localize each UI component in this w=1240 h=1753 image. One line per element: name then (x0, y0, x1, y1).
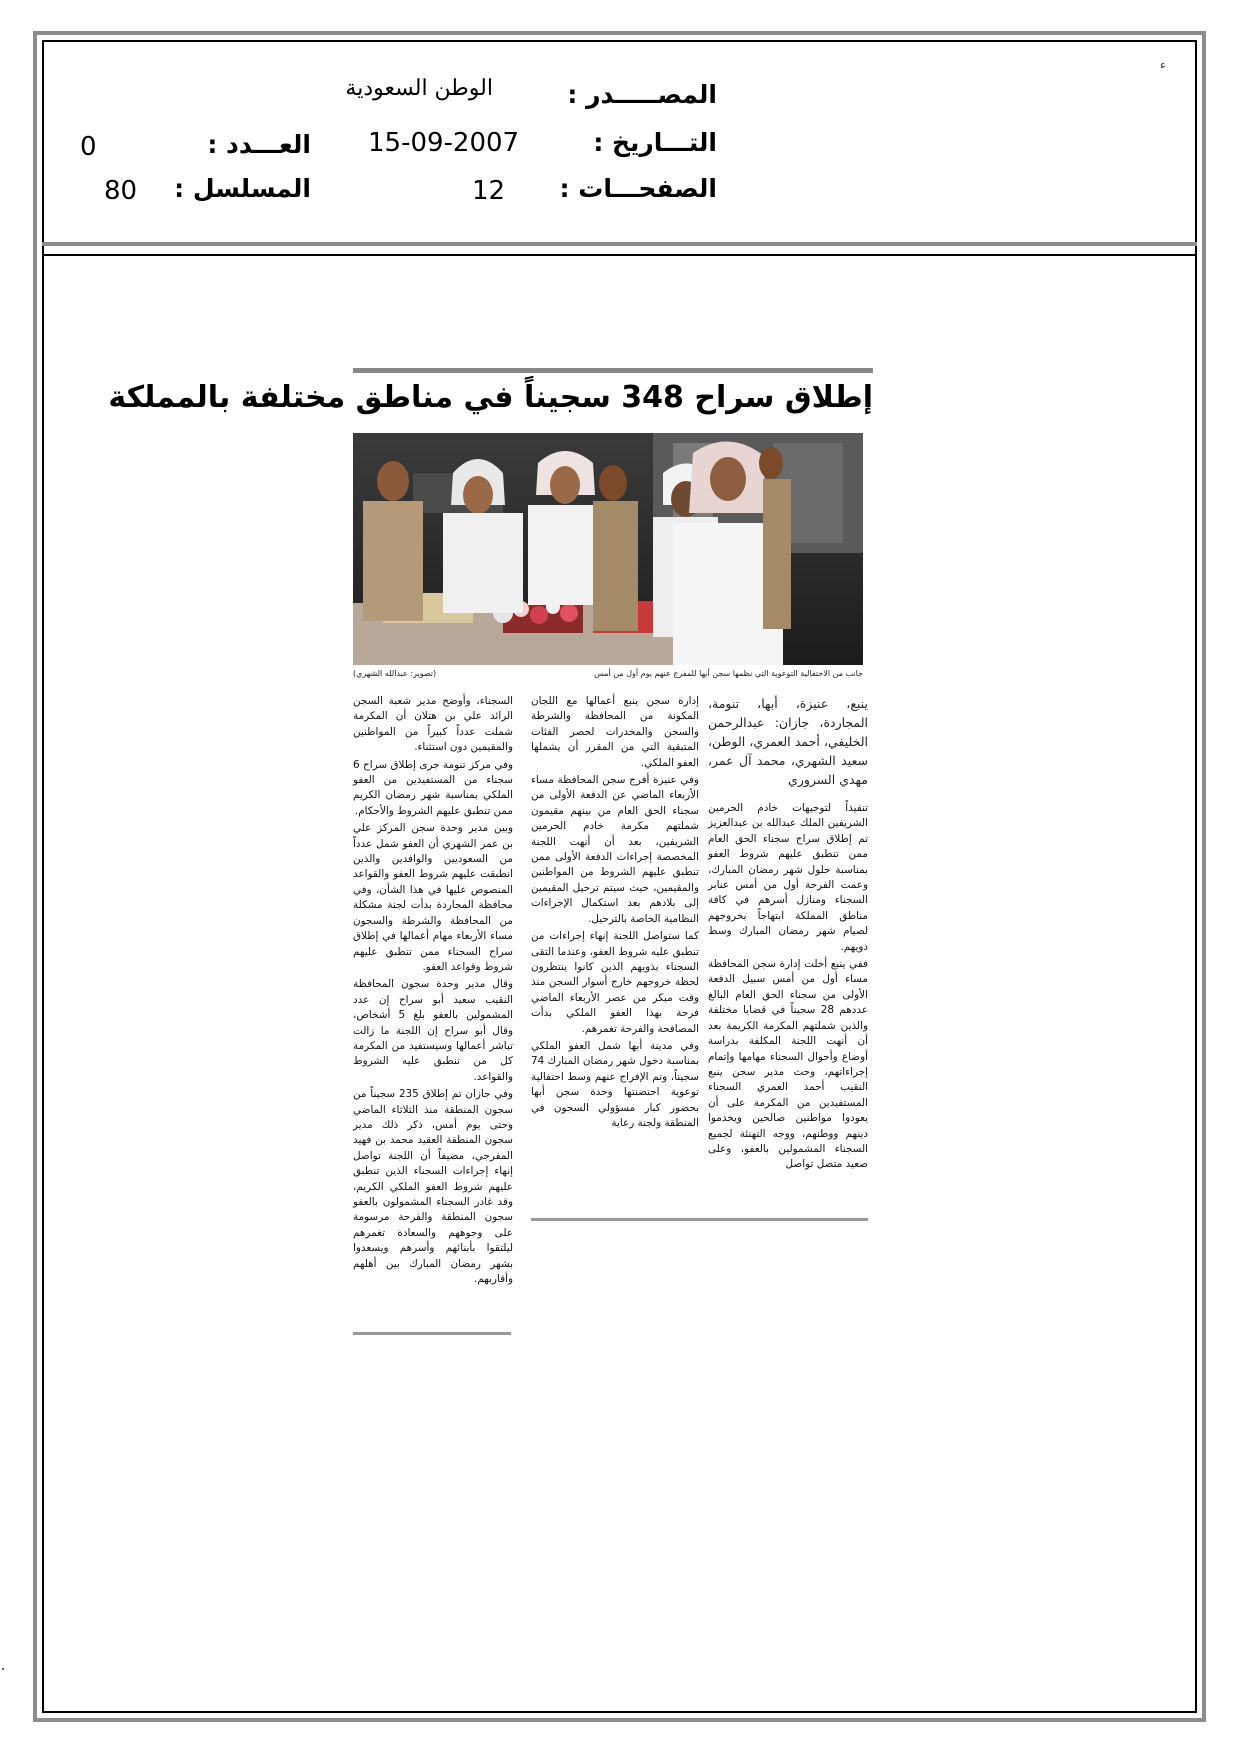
article-column-3 (353, 694, 513, 1289)
source-label: المصـــــدر : (567, 80, 717, 109)
paragraph: كما ستواصل اللجنة إنهاء إجراءات من تنطبق عليه شروط العفو، وعندما التقى السجناء بذويهم الذين كانوا ينتظرون لحظة خروجهم خارج أسوار السجن منذ وقت مبكر من عصر الأربعاء الماضي فرحة بهذا العفو الملكي بدأت المصافحة والفرحة تغمرهم. (531, 930, 699, 1035)
photo-caption: جانب من الاحتفالية التوعوية التي نظمها سجن أبها للمفرج عنهم يوم أول من أمس (594, 669, 863, 678)
serial-label: المسلسل : (174, 174, 311, 203)
date-label: التـــاريخ : (593, 128, 717, 157)
paragraph: إدارة سجن ينبع أعمالها مع اللجان المكونة من المحافظة والشرطة والسجن والمخدرات لحصر الفئات المتبقية التي من المقرر أن يشملها العفو الملكي. (531, 695, 699, 769)
date-value: 15-09-2007 (368, 128, 520, 158)
paragraph: وقال مدير وحدة سجون المحافظة النقيب سعيد أبو سراح إن عدد المشمولين بالعفو بلغ 5 أشخاص، وقال أبو سراح إن اللجنة ما زالت تباشر أعمالها وسيستفيد من المكرمة كل من تنطبق عليه الشروط والقواعد. (353, 978, 514, 1083)
column-bottom-rule (531, 1218, 868, 1221)
dateline: ينبع، عنيزة، أبها، تنومة، المجاردة، جازان: عبدالرحمن الخليفي، أحمد العمري، الوطن، سعيد الشهري، محمد آل عمر، مهدي السروري (708, 696, 868, 787)
header-divider-thin (42, 254, 1197, 256)
paragraph: وفي جازان تم إطلاق 235 سجيناً من سجون المنطقة منذ الثلاثاء الماضي وحتى يوم أمس، ذكر ذلك مدير سجون المنطقة العقيد محمد بن فهيد المفرجي، مضيفاً أن اللجنة تواصل إنهاء إجراءات السجناء الذين تنطبق عليهم شروط العفو الملكي الكريم، وقد غادر السجناء المشمولون بالعفو سجون المنطقة والفرحة مرسومة على وجوههم والسعادة تغمرهم ليلتقوا بأبنائهم وأسرهم ويسعدوا بشهر رمضان المبارك بين أهلهم وأقاربهم. (353, 1088, 513, 1286)
issue-value: 0 (80, 132, 97, 162)
source-value: الوطن السعودية (345, 76, 493, 101)
corner-mark: ء (1160, 58, 1166, 72)
column-bottom-rule (353, 1332, 511, 1335)
pages-value: 12 (472, 176, 506, 206)
serial-value: 80 (104, 176, 138, 206)
article-column-2 (531, 694, 699, 1133)
paragraph: وفي عنيزة أفرج سجن المحافظة مساء الأربعاء الماضي عن الدفعة الأولى من سجناء الحق العام من بينهم مقيمون شملتهم مكرمة خادم الحرمين الشريفين، بعد أن أنهت اللجنة المخصصة إجراءات الدفعة الأولى ممن تنطبق عليهم الشروط من المواطنين والمقيمين، حيث سيتم ترحيل المقيمين إلى بلادهم بعد استكمال الإجراءات النظامية الخاصة بالترحيل. (531, 774, 699, 925)
header-divider (42, 242, 1197, 246)
issue-label: العـــدد : (207, 130, 311, 159)
article-column-1 (708, 694, 868, 1175)
paragraph: ففي ينبع أخلت إدارة سجن المحافظة مساء أول من أمس سبيل الدفعة الأولى من سجناء الحق العام البالغ عددهم 28 سجيناً في قضايا مختلفة والذين شملتهم المكرمة الكريمة بعد أن أنهت اللجنة المكلفة بدراسة أوضاع وأحوال السجناء مهامها وإتمام إجراءاتهم، وحث مدير سجن ينبع النقيب أحمد العمري السجناء المستفيدين من المكرمة على أن يعودوا مواطنين صالحين ويخدموا دينهم ووطنهم، ووجه التهنئة لجميع السجناء المشمولين بالعفو، وعلى صعيد متصل تواصل (708, 958, 868, 1171)
article-top-rule (353, 368, 873, 373)
article-photo (353, 433, 863, 665)
scan-speck (2, 1668, 4, 1670)
paragraph: السجناء، وأوضح مدير شعبة السجن الرائد علي بن هتلان أن المكرمة شملت عدداً كبيراً من المواطنين والمقيمين دون استثناء. (353, 695, 513, 754)
paragraph: وفي مركز تنومة جرى إطلاق سراح 6 سجناء من المستفيدين من العفو الملكي بمناسبة شهر رمضان الكريم ممن تنطبق عليهم الشروط والأحكام. (353, 758, 513, 817)
paragraph: وبين مدير وحدة سجن المركز علي بن عمر الشهري أن العفو شمل عدداً من السعوديين والوافدين والذين انطبقت عليهم شروط العفو والقواعد المنصوص عليها في هذا الشأن، وفي محافظة المجاردة بدأت لجنة مشكلة من المحافظة والشرطة والسجون مساء الأربعاء مهام أعمالها في إطلاق سراح السجناء ممن تنطبق عليهم شروط وقواعد العفو. (353, 822, 513, 973)
article-headline: إطلاق سراح 348 سجيناً في مناطق مختلفة بالمملكة (108, 380, 873, 415)
photo-credit: (تصوير: عبدالله الشهري) (353, 669, 437, 678)
paragraph: تنفيذاً لتوجيهات خادم الحرمين الشريفين الملك عبدالله بن عبدالعزيز تم إطلاق سراح سجناء الحق العام ممن تنطبق عليهم شروط العفو بمناسبة حلول شهر رمضان المبارك، وعمت الفرحة أول من أمس عنابر السجناء ومنازل أسرهم في كافة مناطق المملكة ابتهاجاً بخروجهم لصيام شهر رمضان المبارك وسط ذويهم. (708, 802, 868, 953)
pages-label: الصفحـــات : (559, 174, 717, 203)
paragraph: وفي مدينة أبها شمل العفو الملكي بمناسبة دخول شهر رمضان المبارك 74 سجيناً، وتم الإفراج عنهم وسط احتفالية توعوية احتضنتها وحدة سجن أبها بحضور كبار مسؤولي السجون في المنطقة ولجنة رعاية (531, 1039, 699, 1129)
